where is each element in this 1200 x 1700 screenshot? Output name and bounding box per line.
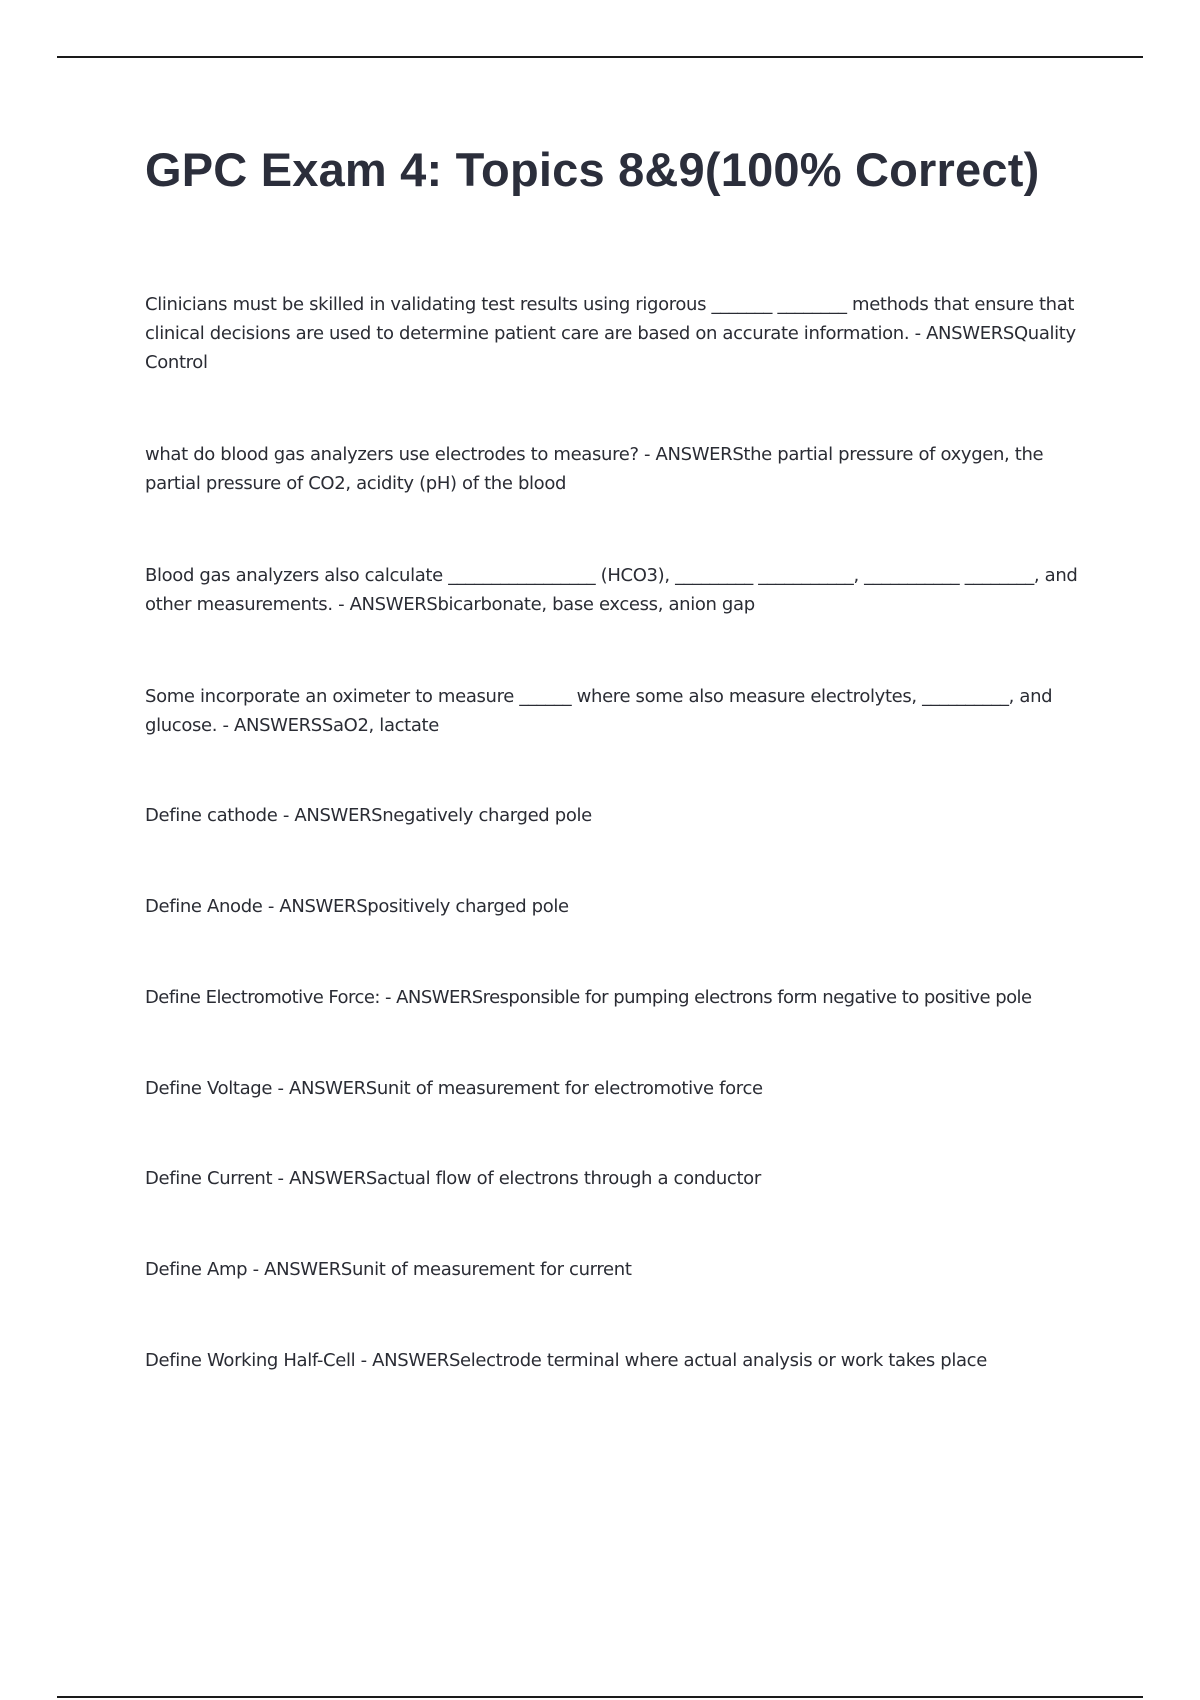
question-text: Define Current - [145, 1168, 290, 1189]
question-text: Define Anode - [145, 896, 280, 917]
qa-item-6 [145, 892, 1085, 921]
qa-item-5 [145, 801, 1085, 830]
answer-text: ANSWERSSaO2, lactate [234, 715, 439, 736]
answer-text: ANSWERSbicarbonate, base excess, anion gap [349, 594, 755, 615]
qa-item-10 [145, 1255, 1085, 1284]
answer-text: ANSWERSQuality Control [145, 323, 1076, 373]
question-text: Define Voltage - [145, 1078, 289, 1099]
question-text: Clinicians must be skilled in validating test results using rigorous _______ ________ methods that ensure that clinical decisions are used to determine patient care are based on accurate information. - [145, 294, 1075, 344]
question-text: what do blood gas analyzers use electrodes to measure? - [145, 444, 656, 465]
question-text: Some incorporate an oximeter to measure ______ where some also measure electrolytes, __________, and glucose. - [145, 686, 1053, 736]
question-text: Define cathode - [145, 805, 295, 826]
answer-text: ANSWERSthe partial pressure of oxygen, the partial pressure of CO2, acidity (pH) of the blood [145, 444, 1044, 494]
answer-text: ANSWERSnegatively charged pole [294, 805, 592, 826]
question-text: Define Electromotive Force: - [145, 987, 397, 1008]
answer-text: ANSWERSresponsible for pumping electrons form negative to positive pole [396, 987, 1032, 1008]
answer-text: ANSWERSunit of measurement for current [264, 1259, 632, 1280]
qa-item-8 [145, 1074, 1085, 1103]
top-divider [57, 56, 1143, 58]
question-text: Define Amp - [145, 1259, 265, 1280]
qa-item-9 [145, 1164, 1085, 1193]
answer-text: ANSWERSelectrode terminal where actual analysis or work takes place [372, 1350, 987, 1371]
qa-item-1 [145, 290, 1085, 377]
answer-text: ANSWERSunit of measurement for electromotive force [288, 1078, 763, 1099]
qa-item-4 [145, 682, 1085, 740]
qa-item-11 [145, 1346, 1085, 1375]
answer-text: ANSWERSpositively charged pole [279, 896, 569, 917]
page-title: GPC Exam 4: Topics 8&9(100% Correct) [145, 143, 1040, 196]
answer-text: ANSWERSactual flow of electrons through a conductor [289, 1168, 761, 1189]
qa-item-2 [145, 440, 1085, 498]
bottom-divider [57, 1696, 1143, 1698]
qa-item-7 [145, 983, 1145, 1012]
qa-item-3 [145, 561, 1085, 619]
question-text: Define Working Half-Cell - [145, 1350, 373, 1371]
question-text: Blood gas analyzers also calculate _________________ (HCO3), _________ ___________, ___________ ________, and other measurements. - [145, 565, 1078, 615]
